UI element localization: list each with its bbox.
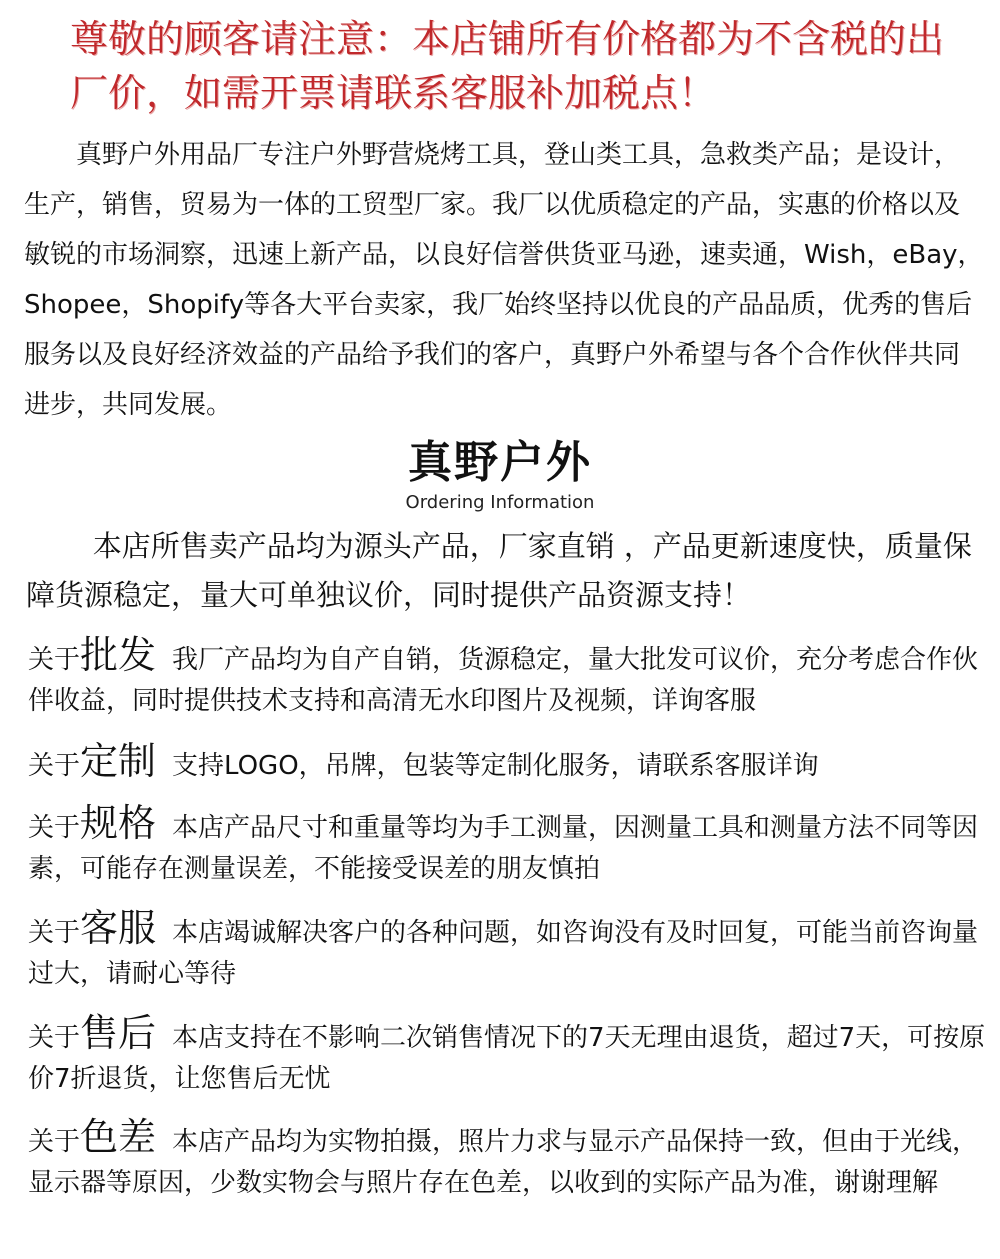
about-prefix: 关于 bbox=[28, 1127, 81, 1157]
about-prefix: 关于 bbox=[28, 813, 81, 843]
store-summary: 本店所售卖产品均为源头产品，厂家直销 ，产品更新速度快，质量保障货源稳定，量大可单独议价，同时提供产品资源支持！ bbox=[26, 529, 972, 612]
about-customer-service bbox=[28, 908, 993, 995]
about-text: 本店竭诚解决客户的各种问题，如咨询没有及时回复，可能当前咨询量过大，请耐心等待 bbox=[28, 918, 979, 989]
about-text: 支持LOGO，吊牌，包装等定制化服务，请联系客服详询 bbox=[172, 751, 819, 781]
about-keyword: 客服 bbox=[80, 906, 157, 950]
about-color-difference bbox=[28, 1117, 993, 1204]
about-prefix: 关于 bbox=[28, 751, 81, 781]
about-keyword: 色差 bbox=[80, 1115, 157, 1159]
about-text: 我厂产品均为自产自销，货源稳定，量大批发可议价，充分考虑合作伙伴收益，同时提供技术支持和高清无水印图片及视频，详询客服 bbox=[28, 645, 979, 716]
about-keyword: 售后 bbox=[80, 1011, 157, 1055]
brand-name: 真野户外 bbox=[408, 437, 592, 488]
about-after-sales bbox=[28, 1013, 993, 1100]
about-keyword: 规格 bbox=[80, 801, 157, 845]
about-keyword: 批发 bbox=[80, 633, 157, 677]
about-prefix: 关于 bbox=[28, 1023, 81, 1053]
about-specifications bbox=[28, 803, 993, 890]
about-text: 本店产品均为实物拍摄，照片力求与显示产品保持一致，但由于光线，显示器等原因，少数实物会与照片存在色差，以收到的实际产品为准，谢谢理解 bbox=[28, 1127, 979, 1198]
about-text: 本店支持在不影响二次销售情况下的7天无理由退货，超过7天，可按原价7折退货，让您售后无忧 bbox=[28, 1023, 986, 1094]
about-wholesale bbox=[28, 635, 993, 722]
about-prefix: 关于 bbox=[28, 918, 81, 948]
brand-header bbox=[0, 436, 1000, 514]
factory-intro: 真野户外用品厂专注户外野营烧烤工具，登山类工具，急救类产品；是设计，生产，销售，贸易为一体的工贸型厂家。我厂以优质稳定的产品，实惠的价格以及敏锐的市场洞察，迅速上新产品，以良好信誉供货亚马逊，速卖通，Wish，eBay，Shopee，Shopify等各大平台卖家，我厂始终坚持以优良的产品品质，优秀的售后服务以及良好经济效益的产品给予我们的客户，真野户外希望与各个合作伙伴共同进步，共同发展。 bbox=[24, 140, 984, 420]
brand-subtitle: Ordering Information bbox=[405, 492, 595, 513]
about-keyword: 定制 bbox=[80, 739, 157, 783]
about-customization bbox=[28, 741, 993, 787]
tax-notice: 尊敬的顾客请注意：本店铺所有价格都为不含税的出厂价，如需开票请联系客服补加税点！ bbox=[70, 17, 945, 115]
about-prefix: 关于 bbox=[28, 645, 81, 675]
about-text: 本店产品尺寸和重量等均为手工测量，因测量工具和测量方法不同等因素，可能存在测量误差，不能接受误差的朋友慎拍 bbox=[28, 813, 979, 884]
